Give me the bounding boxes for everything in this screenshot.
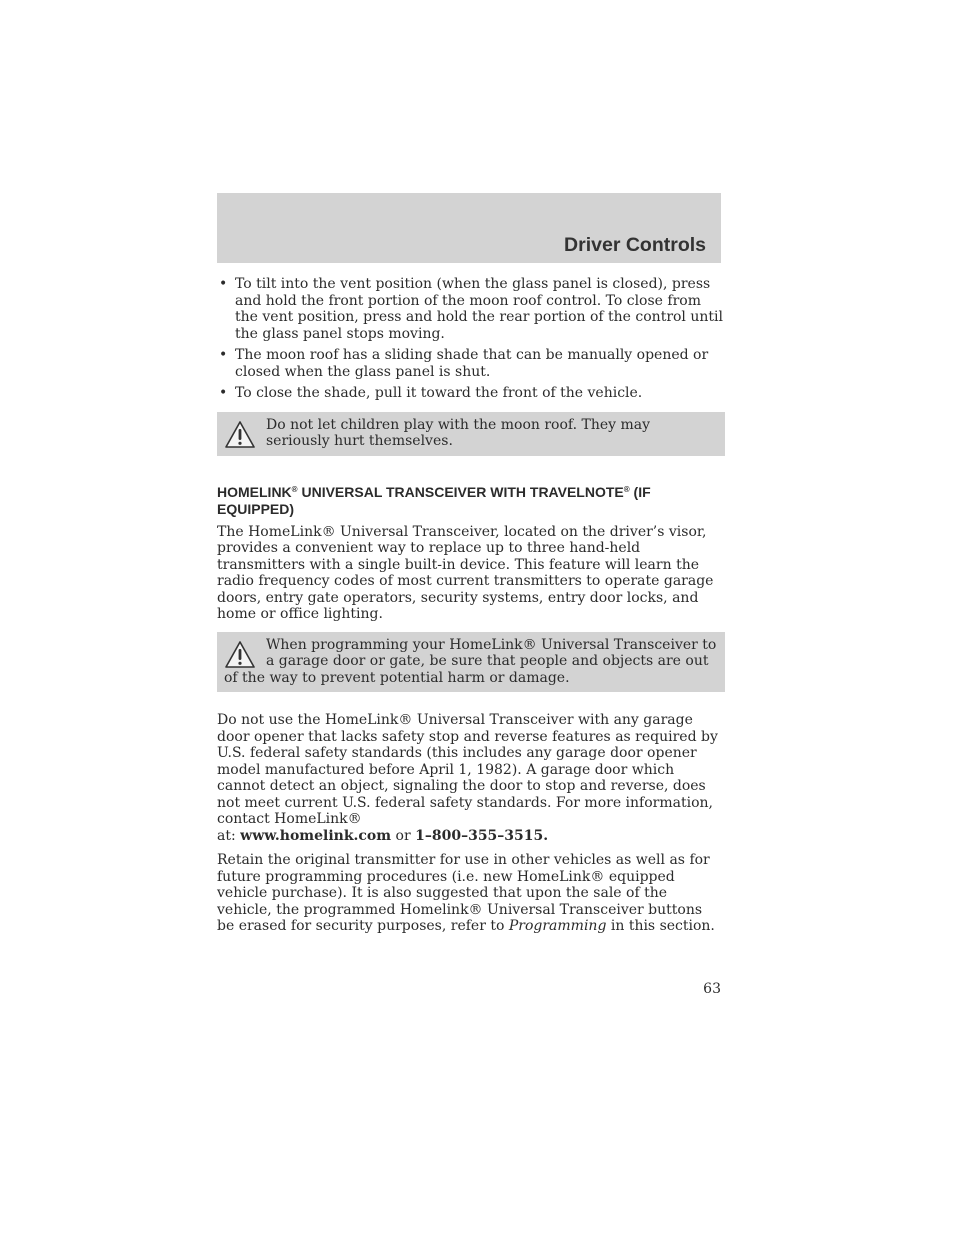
paragraph-text: or <box>391 827 416 844</box>
list-item-text: To tilt into the vent position (when the glass panel is closed), press and hold the front portion of the moon roof control. To close from the vent position, press and hold the rear portion of the control until the glass panel stops moving. <box>235 276 723 342</box>
paragraph-text: Do not use the HomeLink® Universal Transceiver with any garage door opener that lacks safety stop and reverse features as required by U.S. federal safety standards (this includes any garage door opener model manufactured before April 1, 1982). A garage door which cannot detect an object, signaling the door to stop and reverse, does not meet current U.S. federal safety standards. For more information, contact HomeLink® <box>217 712 718 827</box>
heading-text: (IF EQUIPPED) <box>217 483 651 517</box>
list-item <box>217 276 723 342</box>
header-band <box>217 193 721 263</box>
paragraph-intro: The HomeLink® Universal Transceiver, located on the driver’s visor, provides a convenient way to replace up to three hand-held transmitters with a single built-in device. This feature will learn the radio frequency codes of most current transmitters to operate garage doors, entry gate operators, security systems, entry door locks, and home or office lighting. <box>217 523 714 622</box>
warning-triangle-icon <box>224 420 256 450</box>
warning-box-programming <box>217 632 725 693</box>
page-number: 63 <box>703 981 721 997</box>
heading-text: UNIVERSAL TRANSCEIVER WITH TRAVELNOTE <box>297 483 624 500</box>
heading-text: HOMELINK <box>217 483 292 500</box>
list-item-text: To close the shade, pull it toward the front of the vehicle. <box>235 385 643 401</box>
bullet-dot: • <box>219 276 228 292</box>
website-link[interactable]: www.homelink.com <box>240 827 392 844</box>
warning-box-children <box>217 412 725 456</box>
paragraph-retain <box>217 852 723 935</box>
registered-mark: ® <box>291 484 298 494</box>
page-content <box>217 276 723 943</box>
registered-mark: ® <box>623 484 630 494</box>
phone-number: 1–800–355–3515. <box>415 827 549 844</box>
bullet-dot: • <box>219 347 228 363</box>
bullet-dot: • <box>219 385 228 401</box>
warning-text: Do not let children play with the moon roof. They may seriously hurt themselves. <box>266 416 651 449</box>
warning-triangle-icon <box>224 640 256 670</box>
section-heading <box>217 481 723 518</box>
list-item-text: The moon roof has a sliding shade that can be manually opened or closed when the glass panel is shut. <box>235 347 709 380</box>
list-item <box>217 347 723 380</box>
programming-reference: Programming <box>508 918 607 934</box>
list-item <box>217 385 723 402</box>
paragraph-text: in this section. <box>606 918 715 934</box>
paragraph-safety <box>217 712 723 844</box>
bullet-list <box>217 276 723 402</box>
section-title: Driver Controls <box>564 234 706 256</box>
paragraph-text: Retain the original transmitter for use in other vehicles as well as for future programming procedures (i.e. new HomeLink® equipped vehicle purchase). It is also suggested that upon the sale of the vehicle, the programmed Homelink® Universal Transceiver buttons be erased for security purposes, refer to <box>217 852 710 934</box>
paragraph-text: at: <box>217 827 241 844</box>
warning-text: When programming your HomeLink® Universal Transceiver to a garage door or gate, be sure that people and objects are out of the way to prevent potential harm or damage. <box>224 636 717 686</box>
